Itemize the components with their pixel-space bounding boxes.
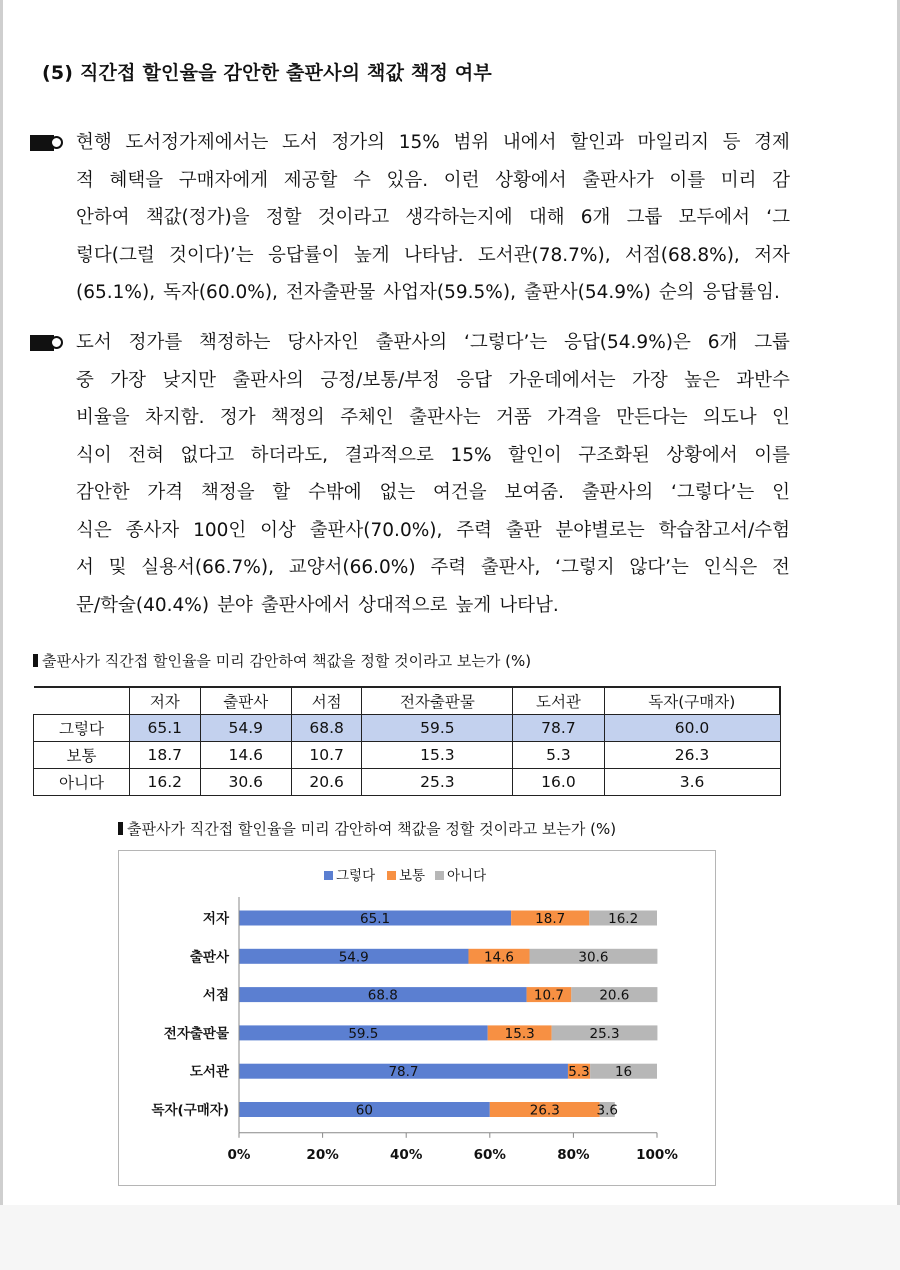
word: 도서 bbox=[76, 332, 112, 353]
word: 과반수 bbox=[736, 369, 790, 391]
word: (65.1%), bbox=[76, 282, 156, 303]
word: 가격 bbox=[147, 482, 184, 503]
column-header: 도서관 bbox=[513, 687, 604, 715]
word: 당사자인 bbox=[287, 332, 359, 353]
word: 6개 bbox=[707, 332, 738, 353]
word: 가장 bbox=[110, 369, 146, 391]
category-label: 전자출판물 bbox=[163, 1025, 229, 1042]
word: 낮지만 bbox=[162, 369, 216, 391]
word: 응답률임. bbox=[702, 282, 780, 303]
data-label: 16.2 bbox=[608, 911, 639, 927]
text-line bbox=[76, 437, 790, 475]
word: 순의 bbox=[658, 282, 695, 303]
word: 책값(정가)을 bbox=[145, 207, 250, 228]
word: 차지함. bbox=[145, 407, 205, 428]
word: 긍정/보통/부정 bbox=[320, 369, 440, 391]
text-line bbox=[76, 587, 790, 625]
table-cell: 60.0 bbox=[604, 715, 780, 742]
table-corner-cell bbox=[34, 687, 130, 715]
word: 할 bbox=[272, 482, 291, 503]
data-label: 10.7 bbox=[533, 987, 564, 1004]
word: 출판사는 bbox=[409, 407, 481, 428]
word: 책정의 bbox=[271, 407, 325, 428]
word: 혜택을 bbox=[109, 169, 164, 191]
data-label: 54.9 bbox=[338, 949, 369, 966]
word: 인 bbox=[772, 482, 790, 503]
word: 높은 bbox=[684, 369, 720, 391]
word: 학습참고서/수험 bbox=[658, 519, 790, 541]
table-cell: 16.0 bbox=[513, 769, 604, 796]
data-label: 20.6 bbox=[599, 987, 630, 1004]
word: 상대적으로 bbox=[358, 594, 448, 616]
table-cell: 68.8 bbox=[291, 715, 362, 742]
word: ‘그렇지 bbox=[555, 557, 615, 578]
word: 안하여 bbox=[76, 207, 130, 228]
word: 응답 bbox=[456, 369, 493, 391]
word: 출판사의 bbox=[581, 482, 654, 503]
table-cell: 78.7 bbox=[513, 715, 604, 742]
word: 나타남. bbox=[499, 594, 559, 616]
text-line bbox=[76, 237, 790, 275]
column-header: 서점 bbox=[291, 687, 362, 715]
word: 식이 bbox=[76, 444, 112, 466]
word: 전자출판물 bbox=[285, 282, 376, 303]
word: 거품 bbox=[495, 407, 532, 428]
word: 보여줌. bbox=[504, 482, 564, 503]
chart-caption: 출판사가 직간접 할인율을 미리 감안하여 책값을 정할 것이라고 보는가 (%) bbox=[118, 818, 616, 839]
word: 출판사의 bbox=[375, 332, 448, 353]
word: 없는 bbox=[379, 482, 416, 503]
caption-marker-icon bbox=[118, 822, 123, 835]
category-label: 독자(구매자) bbox=[151, 1102, 229, 1119]
column-header: 전자출판물 bbox=[362, 687, 513, 715]
table-header-row bbox=[34, 687, 781, 715]
word: 상황에서 bbox=[666, 444, 738, 466]
text-line bbox=[76, 274, 790, 312]
word: 실용서(66.7%), bbox=[141, 557, 274, 578]
legend-label: 아니다 bbox=[447, 868, 487, 884]
word: 출판사(70.0%), bbox=[309, 519, 443, 541]
data-label: 3.6 bbox=[596, 1102, 619, 1119]
data-label: 14.6 bbox=[483, 949, 515, 966]
word: 15% bbox=[398, 132, 440, 153]
category-label: 서점 bbox=[202, 987, 229, 1004]
word: 교양서(66.0%) bbox=[288, 557, 416, 578]
word: 렇다(그럴 bbox=[76, 244, 155, 266]
word: 중 bbox=[76, 369, 94, 391]
table-cell: 15.3 bbox=[362, 742, 513, 769]
data-label: 30.6 bbox=[578, 949, 609, 966]
word: 도서정가제에서는 bbox=[125, 132, 269, 153]
word: 100인 bbox=[193, 519, 247, 541]
word: 가장 bbox=[632, 369, 668, 391]
word: 출판사, bbox=[480, 557, 541, 578]
word: 사업자(59.5%), bbox=[383, 282, 516, 303]
table-caption: 출판사가 직간접 할인율을 미리 감안하여 책값을 정할 것이라고 보는가 (%) bbox=[33, 650, 531, 671]
word: 감 bbox=[772, 169, 790, 191]
table-cell: 54.9 bbox=[200, 715, 291, 742]
table-row bbox=[34, 742, 781, 769]
text-line bbox=[76, 162, 790, 200]
word: 분야 bbox=[217, 594, 253, 616]
data-label: 15.3 bbox=[504, 1025, 535, 1042]
section-heading: (5) 직간접 할인율을 감안한 출판사의 책값 책정 여부 bbox=[42, 62, 492, 84]
word: 이를 bbox=[669, 169, 706, 191]
word: 주력 bbox=[430, 557, 467, 578]
word: 현행 bbox=[76, 132, 112, 153]
word: 이를 bbox=[754, 444, 790, 466]
paragraph-body bbox=[76, 124, 790, 312]
word: ‘그렇다’는 bbox=[463, 332, 548, 353]
table-cell: 20.6 bbox=[291, 769, 362, 796]
word: 수밖에 bbox=[308, 482, 362, 503]
word: 인식은 bbox=[703, 557, 758, 578]
table-cell: 59.5 bbox=[362, 715, 513, 742]
table-cell: 3.6 bbox=[604, 769, 780, 796]
word: 정가의 bbox=[331, 132, 386, 153]
paragraph-body bbox=[76, 324, 790, 624]
word: 나타남. bbox=[404, 244, 464, 266]
word: 응답률이 bbox=[268, 244, 340, 266]
data-label: 25.3 bbox=[589, 1025, 620, 1042]
data-table bbox=[33, 686, 781, 796]
word: 않다’는 bbox=[629, 557, 689, 578]
table-cell: 10.7 bbox=[291, 742, 362, 769]
word: 내에서 bbox=[502, 132, 557, 153]
caption-marker-icon bbox=[33, 654, 38, 667]
row-label: 보통 bbox=[34, 742, 130, 769]
word: 이런 bbox=[443, 169, 480, 191]
data-label: 59.5 bbox=[348, 1025, 379, 1042]
word: 출판사가 bbox=[582, 169, 654, 191]
word: 저자 bbox=[754, 244, 790, 266]
word: 의도나 bbox=[702, 407, 757, 428]
word: 책정을 bbox=[200, 482, 255, 503]
word: 책정하는 bbox=[199, 332, 271, 353]
word: 서점(68.8%), bbox=[624, 244, 740, 266]
word: 범위 bbox=[453, 132, 490, 153]
legend-swatch bbox=[324, 871, 333, 880]
data-label: 5.3 bbox=[568, 1064, 590, 1081]
word: 그룹 bbox=[754, 332, 790, 353]
paragraph-1 bbox=[30, 124, 790, 312]
word: 서 bbox=[76, 557, 94, 578]
word: 이상 bbox=[260, 519, 296, 541]
word: 종사자 bbox=[125, 519, 180, 541]
word: 것이라고 bbox=[317, 207, 390, 228]
word: 상황에서 bbox=[495, 169, 567, 191]
word: 독자(60.0%), bbox=[163, 282, 278, 303]
data-label: 16 bbox=[614, 1064, 633, 1081]
word: 주체인 bbox=[340, 407, 394, 428]
word: 문/학술(40.4%) bbox=[76, 594, 210, 616]
word: 것이다)’는 bbox=[169, 244, 254, 266]
word: ‘그 bbox=[766, 207, 790, 228]
legend-label: 보통 bbox=[399, 868, 426, 884]
word: 정가를 bbox=[128, 332, 183, 353]
table-cell: 26.3 bbox=[604, 742, 780, 769]
text-line bbox=[76, 199, 790, 237]
x-tick-label: 60% bbox=[473, 1146, 506, 1163]
category-label: 도서관 bbox=[189, 1064, 229, 1081]
row-label: 아니다 bbox=[34, 769, 130, 796]
word: 결과적으로 bbox=[344, 444, 434, 466]
word: 가운데에서는 bbox=[508, 369, 616, 391]
word: 구조화된 bbox=[578, 444, 650, 466]
category-label: 출판사 bbox=[189, 949, 229, 966]
column-header: 출판사 bbox=[200, 687, 291, 715]
x-tick-label: 80% bbox=[557, 1146, 590, 1163]
legend-label: 그렇다 bbox=[336, 868, 376, 884]
word: 등 bbox=[722, 132, 741, 153]
page-bottom-background bbox=[0, 1205, 900, 1270]
word: 정가 bbox=[219, 407, 256, 428]
word: 제공할 bbox=[283, 169, 338, 191]
word: 도서 bbox=[282, 132, 318, 153]
word: 정할 bbox=[265, 207, 302, 228]
data-label: 18.7 bbox=[535, 911, 566, 927]
word: 출판사(54.9%) bbox=[523, 282, 651, 303]
category-label: 저자 bbox=[202, 911, 229, 927]
table-cell: 16.2 bbox=[130, 769, 201, 796]
word: 경제 bbox=[754, 132, 790, 153]
word: 구매자에게 bbox=[178, 169, 269, 191]
table-cell: 30.6 bbox=[200, 769, 291, 796]
word: 할인과 bbox=[570, 132, 624, 153]
word: 출판사에서 bbox=[260, 594, 351, 616]
table-row bbox=[34, 715, 781, 742]
legend-swatch bbox=[387, 871, 396, 880]
text-line bbox=[76, 549, 790, 587]
word: 그룹 bbox=[626, 207, 663, 228]
column-header: 독자(구매자) bbox=[604, 687, 780, 715]
word: 도서관(78.7%), bbox=[477, 244, 611, 266]
word: 있음. bbox=[386, 169, 429, 191]
x-tick-label: 100% bbox=[636, 1146, 678, 1163]
page-edge-left bbox=[0, 0, 3, 1270]
word: ‘그렇다’는 bbox=[671, 482, 755, 503]
word: 마일리지 bbox=[637, 132, 709, 153]
word: 식은 bbox=[76, 519, 112, 541]
text-line bbox=[76, 474, 790, 512]
chart-frame bbox=[118, 850, 716, 1186]
data-label: 26.3 bbox=[529, 1102, 560, 1119]
word: 적 bbox=[76, 169, 94, 191]
data-label: 65.1 bbox=[360, 911, 391, 927]
x-tick-label: 40% bbox=[390, 1146, 423, 1163]
text-line bbox=[76, 399, 790, 437]
text-line bbox=[76, 362, 790, 400]
word: 비율을 bbox=[76, 407, 130, 428]
paragraph-2 bbox=[30, 324, 790, 624]
bullet-circle-icon bbox=[50, 336, 63, 349]
word: 높게 bbox=[455, 594, 492, 616]
x-tick-label: 20% bbox=[306, 1146, 339, 1163]
word: 6개 bbox=[580, 207, 611, 228]
word: 모두에서 bbox=[678, 207, 751, 228]
text-line bbox=[76, 512, 790, 550]
word: 대해 bbox=[528, 207, 565, 228]
stacked-bar-chart bbox=[119, 851, 715, 1185]
text-line bbox=[76, 324, 790, 362]
data-label: 68.8 bbox=[367, 987, 398, 1004]
row-label: 그렇다 bbox=[34, 715, 130, 742]
word: 높게 bbox=[353, 244, 390, 266]
word: 분야별로는 bbox=[555, 519, 645, 541]
word: 주력 bbox=[456, 519, 492, 541]
legend-swatch bbox=[435, 871, 444, 880]
word: 및 bbox=[108, 557, 127, 578]
table-cell: 65.1 bbox=[130, 715, 201, 742]
table-cell: 18.7 bbox=[130, 742, 201, 769]
word: 할인이 bbox=[508, 444, 562, 466]
word: 전 bbox=[772, 557, 790, 578]
table-row bbox=[34, 769, 781, 796]
word: 15% bbox=[450, 444, 492, 466]
word: 수 bbox=[352, 169, 371, 191]
table-cell: 14.6 bbox=[200, 742, 291, 769]
x-tick-label: 0% bbox=[227, 1146, 251, 1163]
word: 인 bbox=[772, 407, 790, 428]
bullet-circle-icon bbox=[50, 136, 63, 149]
word: 전혀 bbox=[128, 444, 165, 466]
word: 없다고 bbox=[180, 444, 235, 466]
word: 응답(54.9%)은 bbox=[564, 332, 691, 353]
word: 출판 bbox=[505, 519, 542, 541]
word: 생각하는지에 bbox=[405, 207, 513, 228]
text-line bbox=[76, 124, 790, 162]
word: 감안한 bbox=[76, 482, 130, 503]
word: 미리 bbox=[720, 169, 757, 191]
word: 출판사의 bbox=[232, 369, 304, 391]
word: 여건을 bbox=[433, 482, 487, 503]
data-label: 60 bbox=[355, 1102, 373, 1119]
word: 하더라도, bbox=[250, 444, 329, 466]
word: 만든다는 bbox=[616, 407, 688, 428]
column-header: 저자 bbox=[130, 687, 201, 715]
table-cell: 25.3 bbox=[362, 769, 513, 796]
table-cell: 5.3 bbox=[513, 742, 604, 769]
data-label: 78.7 bbox=[388, 1064, 419, 1081]
word: 가격을 bbox=[547, 407, 601, 428]
